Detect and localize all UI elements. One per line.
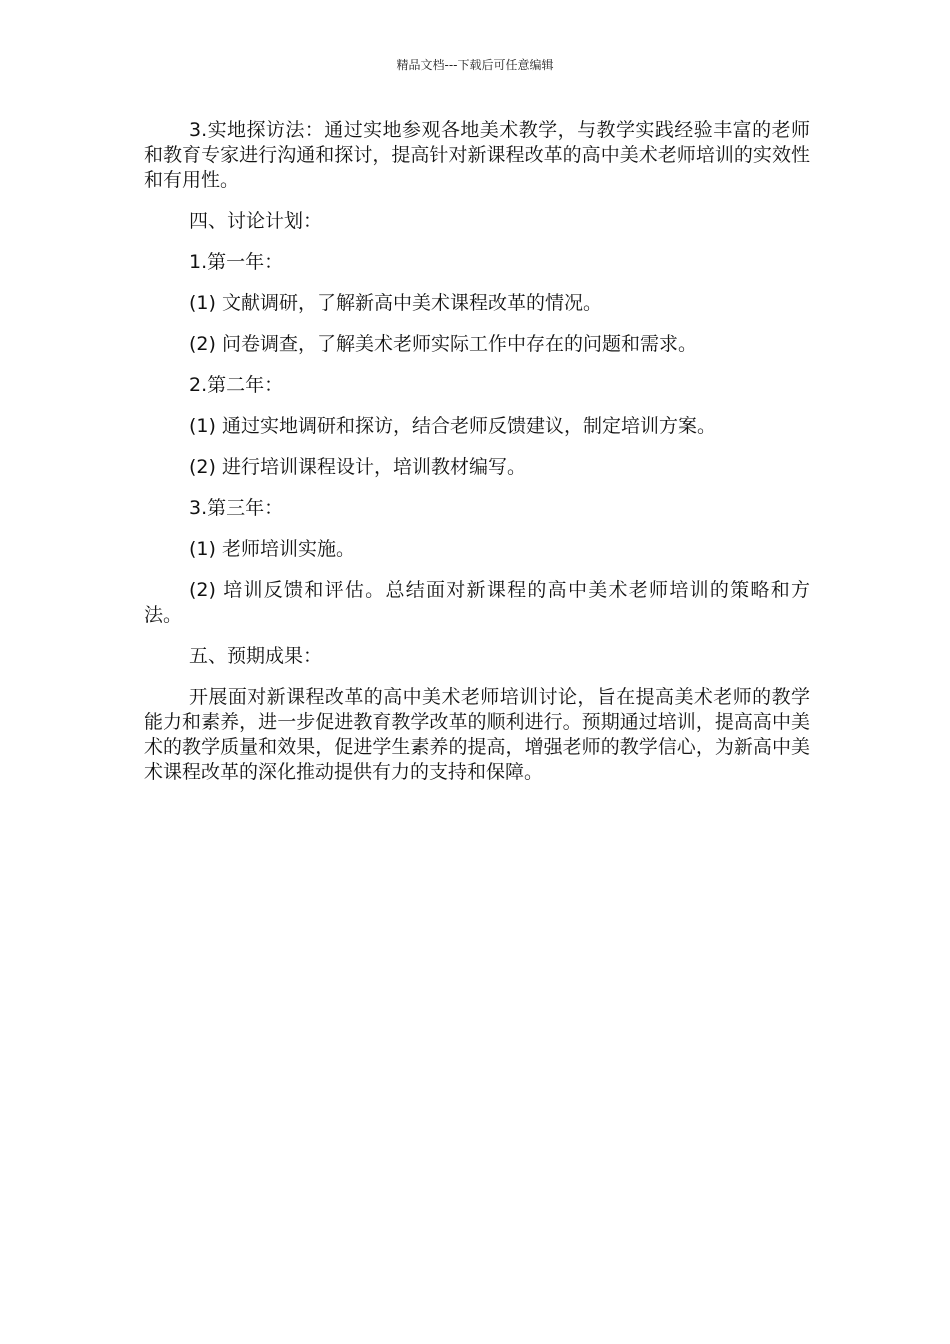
year-one-item-1: (1) 文献调研，了解新高中美术课程改革的情况。 bbox=[189, 292, 602, 314]
section-heading-expected-results: 五、预期成果： bbox=[189, 645, 323, 667]
year-three-heading: 3.第三年： bbox=[189, 497, 284, 519]
section-heading-discussion-plan: 四、讨论计划： bbox=[189, 210, 323, 232]
document-body bbox=[144, 118, 810, 801]
year-one-heading: 1.第一年： bbox=[189, 251, 284, 273]
year-three-item-1: (1) 老师培训实施。 bbox=[189, 538, 355, 560]
paragraph-field-visit-method: 3.实地探访法：通过实地参观各地美术教学，与教学实践经验丰富的老师和教育专家进行沟通和探讨，提高针对新课程改革的高中美术老师培训的实效性和有用性。 bbox=[144, 119, 810, 191]
year-three-item-2: (2) 培训反馈和评估。总结面对新课程的高中美术老师培训的策略和方法。 bbox=[144, 579, 810, 626]
page-header: 精品文档---下载后可任意编辑 bbox=[396, 58, 554, 72]
year-two-item-2: (2) 进行培训课程设计，培训教材编写。 bbox=[189, 456, 526, 478]
year-one-item-2: (2) 问卷调查，了解美术老师实际工作中存在的问题和需求。 bbox=[189, 333, 697, 355]
year-two-heading: 2.第二年： bbox=[189, 374, 284, 396]
year-two-item-1: (1) 通过实地调研和探访，结合老师反馈建议，制定培训方案。 bbox=[189, 415, 716, 437]
paragraph-expected-results: 开展面对新课程改革的高中美术老师培训讨论，旨在提高美术老师的教学能力和素养，进一步促进教育教学改革的顺利进行。预期通过培训，提高高中美术的教学质量和效果，促进学生素养的提高，增强老师的教学信心，为新高中美术课程改革的深化推动提供有力的支持和保障。 bbox=[144, 686, 810, 783]
